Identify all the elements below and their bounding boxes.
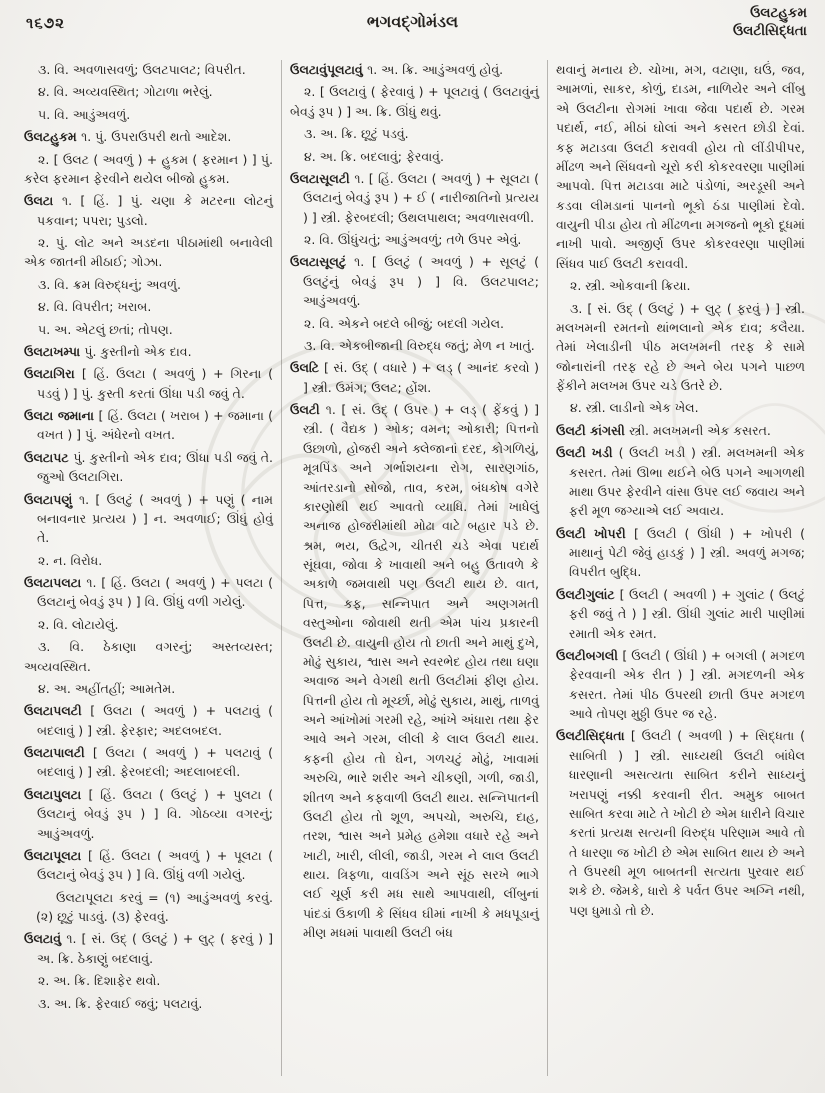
- entry-continuation: ૨. [ ઉલટાવું ( ફેરવાવું ) + પૂલટાવું ( ઉલટાવુંનું બેવડું રૂપ ) ] અ. ક્રિ. ઊંધું થવું.: [290, 84, 539, 119]
- headword: ઉલટાખમ્પા: [24, 343, 85, 359]
- headword: ઉલટી કાંગસી: [556, 422, 630, 438]
- entry-continuation: ૫. વિ. આડુંઅવળું.: [38, 106, 131, 122]
- book-title: ભગવદ્ગોમંડલ: [366, 12, 459, 31]
- dictionary-entry: ઉલટહુકમ ૧. પું. ઉપરાઉપરી થતો આદેશ.: [24, 129, 232, 145]
- dictionary-entry: ઉલટિ [ સં. ઉદ્ ( વધારે ) + લડ્ ( આનંદ કરવો ) ] સ્ત્રી. ઉમંગ; ઉલટ; હોંશ.: [290, 360, 539, 395]
- headword: ઉલટાવું: [24, 931, 67, 947]
- entry-continuation: ઉલટાપૂલટા કરવું = (૧) આડુંઅવળું કરવું. (૨) છૂટું પાડવું. (૩) ફેરવવું.: [36, 889, 273, 924]
- entry-continuation: ૫. અ. એટલું છતાં; તોપણ.: [38, 321, 173, 337]
- dictionary-entry: ઉલટાપટ પું. કુસ્તીનો એક દાવ; ઊંધા પડી જવું તે. જુઓ ઉલટાગિરા.: [24, 449, 274, 485]
- entry-continuation: ૩. [ સં. ઉદ્ ( ઉલટું ) + લુટ્ ( ફરવું ) ] સ્ત્રી. મલખમની રમતનો થાંભલાનો એક દાવ; કલૈયા. તેમાં ખેલાડીની પીઠ મલખમની તરફ કે સામે જોનારાંની તરફ રહે છે અને બેય પગને પાછળ ફેંકીને મલખમ ઉપર ચડે ઉતરે છે.: [556, 300, 805, 393]
- dictionary-entry: ઉલટાગિરા [ હિં. ઉલટા ( અવળું ) + ગિરના ( પડવું ) ] પું. કુસ્તી કરતાં ઊંધા પડી જવું તે.: [24, 366, 273, 401]
- dictionary-entry: ઉલટાસૂલટું ૧. [ ઉલટું ( અવળું ) + સૂલટું ( ઉલટુંનું બેવડું રૂપ ) ] વિ. ઉલટપાલટ; આડુંઅવળું.: [290, 254, 539, 309]
- entry-continuation: ૨. [ ઉલટ ( અવળું ) + હુકમ ( ફરમાન ) ] પું. કરેલ ફરમાન ફેરવીને થયેલ બીજો હુકમ.: [24, 151, 273, 186]
- dictionary-entry: ઉલટી ૧. [ સં. ઉદ્ ( ઉપર ) + લડ્ ( ફેંકવું ) ] સ્ત્રી. ( વૈદ્યક ) ઓક; વમન; ઓકારી; પિત્તનો ઉછાળો, હોજરી અને ક્લેજાનાં દરદ, કોગળિયું, મૂત્રપિંડ અને ગર્ભાશયના રોગ, સારણગાંઠ, આંતરડાનો સોજો, તાવ, કરમ, બંધકોષ વગેરે કારણોથી થઈ આવતો વ્યાધિ. તેમાં ખાધેલું અનાજ હોજરીમાંથી મોઢા વાટે બહાર પડે છે. શ્રમ, ભય, ઉદ્વેગ, ચીતરી ચડે એવા પદાર્થ સૂંઘવા, જોવા કે ખાવાથી અને બહુ ઉતાવળે કે અકાળે જમવાથી પણ ઉલટી થાય છે. વાત, પિત્ત, કફ, સન્નિપાત અને અણગમતી વસ્તુઓના જોવાથી થતી એમ પાંચ પ્રકારની ઉલટી છે. વાયુની હોય તો છાતી અને માથું દુખે, મોઢું સુકાય, શ્વાસ અને સ્વરભેદ હોય તથા ઘણા અવાજ અને વેગથી થતી ઉલટીમાં ફીણ હોય. પિત્તની હોય તો મૂર્ચ્છા, મોઢું સુકાય, માથું, તાળવું અને આંખોમાં ગરમી રહે, આંખે અંધારા તથા ફેર આવે અને ગરમ, લીલી કે લાલ ઉલટી થાય. કફની હોય તો ઘેન, ગળચટું મોઢું, ખાવામાં અરુચિ, ભારે શરીર અને ચીકણી, ગળી, જાડી, શીતળ અને કફવાળી ઉલટી થાય. સન્નિપાતની ઉલટી હોય તો શૂળ, અપચો, અરુચિ, દાહ, તરશ, શ્વાસ અને પ્રમેહ હમેશા વધારે રહે અને ખાટી, ખારી, લીલી, જાડી, ગરમ ને લાલ ઉલટી થાય. ત્રિફળા, વાવડિંગ અને સૂંઠ સરખે ભાગે લઈ ચૂર્ણ કરી મધ સાથે આપવાથી, લીંબુનાં પાંદડાં ઉકાળી કે સિંધવ ઘીમાં નાખી કે મધપૂડાનું મીણ મધમાં પાવાથી ઉલટી બંધ: [290, 402, 539, 941]
- entry-continuation: થવાનું મનાય છે. ચોખા, મગ, વટાણા, ઘઉં, જવ, આમળાં, સાકર, કોળું, દાડમ, નાળિયેર અને લીંબુ એ ઉલટીના રોગમાં ખાવા જેવા પદાર્થ છે. ગરમ પદાર્થ, નઈ, મીઠાં ઘોલાં અને કસરત છોડી દેવાં. કફ મટાડવા ઉલટી કરાવવી હોય તો લીંડીપીપર, મીંઢળ અને સિંધવનો ચૂરો કરી કોકરવરણા પાણીમાં આપવો. પિત્ત મટાડવા માટે પંડોળાં, અરડૂસી અને કડવા લીમડાનાં પાનનો ભૂકો ઠંડા પાણીમાં દેવો. વાયુની પીડા હોય તો મીંઢળના મગજનો ભૂકો દૂધમાં નાખી પાવો. અજીર્ણ ઉપર કોકરવરણા પાણીમાં સિંધવ પાઈ ઉલટી કરાવવી.: [556, 62, 805, 271]
- entry-continuation: ૪. અ. ક્રિ. બદલાવું; ફેરવાવું.: [304, 148, 444, 164]
- entry-continuation: ૪. વિ. વિપરીત; ખરાબ.: [38, 299, 152, 315]
- headword: ઉલટાવુંપૂલટાવું: [290, 62, 368, 77]
- headword: ઉલટાપાલટી: [24, 745, 93, 760]
- dictionary-entry: ઉલટાપાલટી [ ઉલટા ( અવળું ) + પલટાવું ( બદલાવું ) ] સ્ત્રી. ફેરબદલી; અદલાબદલી.: [24, 745, 273, 780]
- entry-continuation: ૨. વિ. એકને બદલે બીજું; બદલી ગયેલ.: [304, 315, 505, 331]
- dictionary-entry: ઉલટી ખોપરી [ ઉલટી ( ઊંધી ) + ખોપરી ( માથાનું પેટી જેવું હાડકું ) ] સ્ત્રી. અવળું મગજ; વિપરીત બુદ્ધિ.: [556, 525, 805, 580]
- running-head-last-entry: ઉલટીસિદ્ધતા: [732, 23, 807, 40]
- column-right: [547, 60, 813, 1076]
- dictionary-entry: ઉલટાવુંપૂલટાવું ૧. અ. ક્રિ. આડુંઅવળું હોવું.: [290, 62, 504, 77]
- column-middle: [281, 60, 547, 1076]
- headword: ઉલટહુકમ: [24, 129, 82, 145]
- headword: ઉલટાસૂલટું: [290, 254, 355, 270]
- headword: ઉલટાપલટા: [24, 575, 87, 590]
- dictionary-entry: ઉલટી ખડી ( ઉલટી ખડી ) સ્ત્રી. મલખમની એક કસરત. તેમાં ઊભા થઈને બેઉ પગને આગળથી માથા ઉપર ફેરવીને વાંસા ઉપર લઈ જવાય અને ફરી મૂળ જગ્યાએ લઈ અવાય.: [556, 445, 805, 519]
- entry-continuation: ૪. વિ. અવ્યવસ્થિત; ગોટાળા ભરેલું.: [38, 84, 213, 100]
- headword: ઉલટીગુલાંટ: [556, 586, 620, 602]
- dictionary-entry: ઉલટાપણું ૧. [ ઉલટું ( અવળું ) + પણું ( નામ બનાવનાર પ્રત્યય ) ] ન. અવળાઈ; ઊંધું હોવું તે.: [24, 491, 273, 546]
- headword: ઉલટિ: [290, 360, 324, 376]
- dictionary-entry: ઉલટીગુલાંટ [ ઉલટી ( અવળી ) + ગુલાંટ ( ઉલટું ફરી જવું તે ) ] સ્ત્રી. ઊંધી ગુલાંટ મારી પાણીમાં રમાતી એક રમત.: [556, 586, 806, 641]
- entry-continuation: ૩. અ. ક્રિ. છૂટું પડવું.: [304, 126, 409, 142]
- entry-continuation: ૩. વિ. ક્રમ વિરુદ્ધનું; અવળું.: [38, 276, 181, 292]
- entry-continuation: ૨. ન. વિરોધ.: [38, 552, 103, 568]
- entry-continuation: ૨. વિ. ઊંધુંચતું; આડુંઅવળું; તળે ઉપર એવું.: [304, 232, 522, 247]
- dictionary-entry: ઉલટાસૂલટી ૧. [ હિં. ઉલટા ( અવળું ) + સૂલટા ( ઉલટાનું બેવડું રૂપ ) + ઈ ( નારીજાતિનો પ્રત્યય ) ] સ્ત્રી. ફેરબદલી; ઉથલપાથલ; અવળાસવળી.: [290, 170, 539, 225]
- headword: ઉલટીબગલી: [556, 647, 623, 663]
- headword: ઉલટા: [24, 193, 62, 209]
- entry-continuation: ૩. અ. ક્રિ. ફેરવાઈ જવું; પલટાવું.: [38, 995, 203, 1011]
- entry-continuation: ૪. અ. અહીંતહીં; આમતેમ.: [38, 680, 176, 696]
- page-header: [0, 0, 825, 56]
- dictionary-entry: ઉલટીસિદ્ધતા [ ઉલટી ( અવળી ) + સિદ્ધતા ( સાબિતી ) ] સ્ત્રી. સાધ્યથી ઉલટી બાંધેલ ધારણાની અસત્યતા સાબિત કરીને સાધ્યનું ખરાપણું નક્કી કરવાની રીત. અમુક બાબત સાબિત કરવા માટે તે ખોટી છે એમ ધારીને વિચાર કરતાં પ્રત્યક્ષ સત્યની વિરુદ્ધ પરિણામ આવે તો તે ધારણા જ ખોટી છે એમ સાબિત થાય છે અને તે ઉપરથી મૂળ બાબતની સત્યતા પુરવાર થઈ શકે છે. જેમકે, ધારો કે પર્વત ઉપર અગ્નિ નથી, પણ ધુમાડો તો છે.: [556, 728, 805, 918]
- entry-continuation: ૨. પું. લોટ અને અડદના પીઠામાંથી બનાવેલી એક જાતની મીઠાઈ; ગોઝા.: [24, 235, 273, 270]
- headword: ઉલટાપલટી: [24, 703, 91, 719]
- headword: ઉલટી: [290, 402, 326, 417]
- entry-continuation: ૪. સ્ત્રી. લાડીનો એક ખેલ.: [570, 400, 699, 416]
- running-head-first-entry: ઉલટહુકમ: [750, 5, 807, 21]
- entry-continuation: ૨. અ. ક્રિ. દિશાફેર થવો.: [38, 973, 161, 989]
- dictionary-entry: ઉલટાવું ૧. [ સં. ઉદ્ ( ઉલટું ) + લુટ્ ( ફરવું ) ] અ. ક્રિ. ઠેકાણું બદલાવું.: [24, 931, 273, 966]
- dictionary-entry: ઉલટાપલટા ૧. [ હિં. ઉલટા ( અવળું ) + પલટા ( ઉલટાનું બેવડું રૂપ ) ] વિ. ઊંધું વળી ગયેલું.: [24, 575, 273, 610]
- headword: ઉલટી ખોપરી: [556, 525, 634, 541]
- headword: ઉલટીસિદ્ધતા: [556, 728, 631, 744]
- running-head: [733, 4, 807, 40]
- headword: ઉલટાપૂલટા: [24, 847, 88, 863]
- dictionary-columns: [0, 56, 825, 1076]
- dictionary-entry: ઉલટાપુલટા [ હિં. ઉલટા ( ઉલટું ) + પુલટા ( ઉલટાનું બેવડું રૂપ ) ] વિ. ગોઠવ્યા વગરનું; આડુંઅવળું.: [24, 786, 273, 841]
- headword: ઉલટાગિરા: [24, 366, 82, 382]
- entry-continuation: ૨. વિ. લોટાયેલું.: [38, 616, 119, 632]
- dictionary-entry: ઉલટાખમ્પા પું. કુસ્તીનો એક દાવ.: [24, 343, 192, 359]
- entry-continuation: ૩. વિ. એકબીજાની વિરુદ્ધ જતું; મેળ ન ખાતું.: [304, 337, 535, 353]
- dictionary-entry: ઉલટા ૧. [ હિં. ] પું. ચણા કે મટરના લોટનું પકવાન; પપરા; પુડલો.: [24, 193, 273, 228]
- entry-continuation: ૩. વિ. ઠેકાણા વગરનું; અસ્તવ્યસ્ત; અવ્યવસ્થિત.: [24, 639, 273, 674]
- dictionary-entry: ઉલટાપૂલટા [ હિં. ઉલટા ( અવળું ) + પૂલટા ( ઉલટાનું બેવડું રૂપ ) ] વિ. ઊંધું વળી ગયેલું.: [24, 847, 273, 883]
- headword: ઉલટાપટ: [24, 449, 74, 465]
- headword: ઉલટાસૂલટી: [290, 170, 355, 186]
- entry-continuation: ૨. સ્ત્રી. ઓકવાની ક્રિયા.: [570, 278, 691, 294]
- dictionary-entry: ઉલટીબગલી [ ઉલટી ( ઊંધી ) + બગલી ( મગદળ ફેરવવાની એક રીત ) ] સ્ત્રી. મગદળની એક કસરત. તેમાં પીઠ ઉપરથી છાતી ઉપર મગદળ આવે તોપણ મુઠ્ઠી ઉપર જ રહે.: [556, 647, 805, 721]
- headword: ઉલટાપુલટા: [24, 786, 89, 802]
- dictionary-entry: ઉલટા જમાના [ હિં. ઉલટા ( ખરાબ ) + જમાના ( વખત ) ] પું. અંધેરનો વખત.: [24, 408, 273, 443]
- dictionary-entry: ઉલટાપલટી [ ઉલટા ( અવળું ) + પલટાવું ( બદલાવું ) ] સ્ત્રી. ફેરફાર; અદલબદલ.: [24, 703, 273, 738]
- column-left: [16, 60, 281, 1076]
- headword: ઉલટી ખડી: [556, 445, 619, 461]
- entry-continuation: ૩. વિ. અવળાસવળું; ઉલટપાલટ; વિપરીત.: [38, 62, 246, 77]
- page-number: ૧૬૭૨: [26, 14, 65, 32]
- dictionary-entry: ઉલટી કાંગસી સ્ત્રી. મલખમની એક કસરત.: [556, 422, 771, 438]
- headword: ઉલટાપણું: [24, 491, 79, 507]
- headword: ઉલટા જમાના: [24, 408, 99, 423]
